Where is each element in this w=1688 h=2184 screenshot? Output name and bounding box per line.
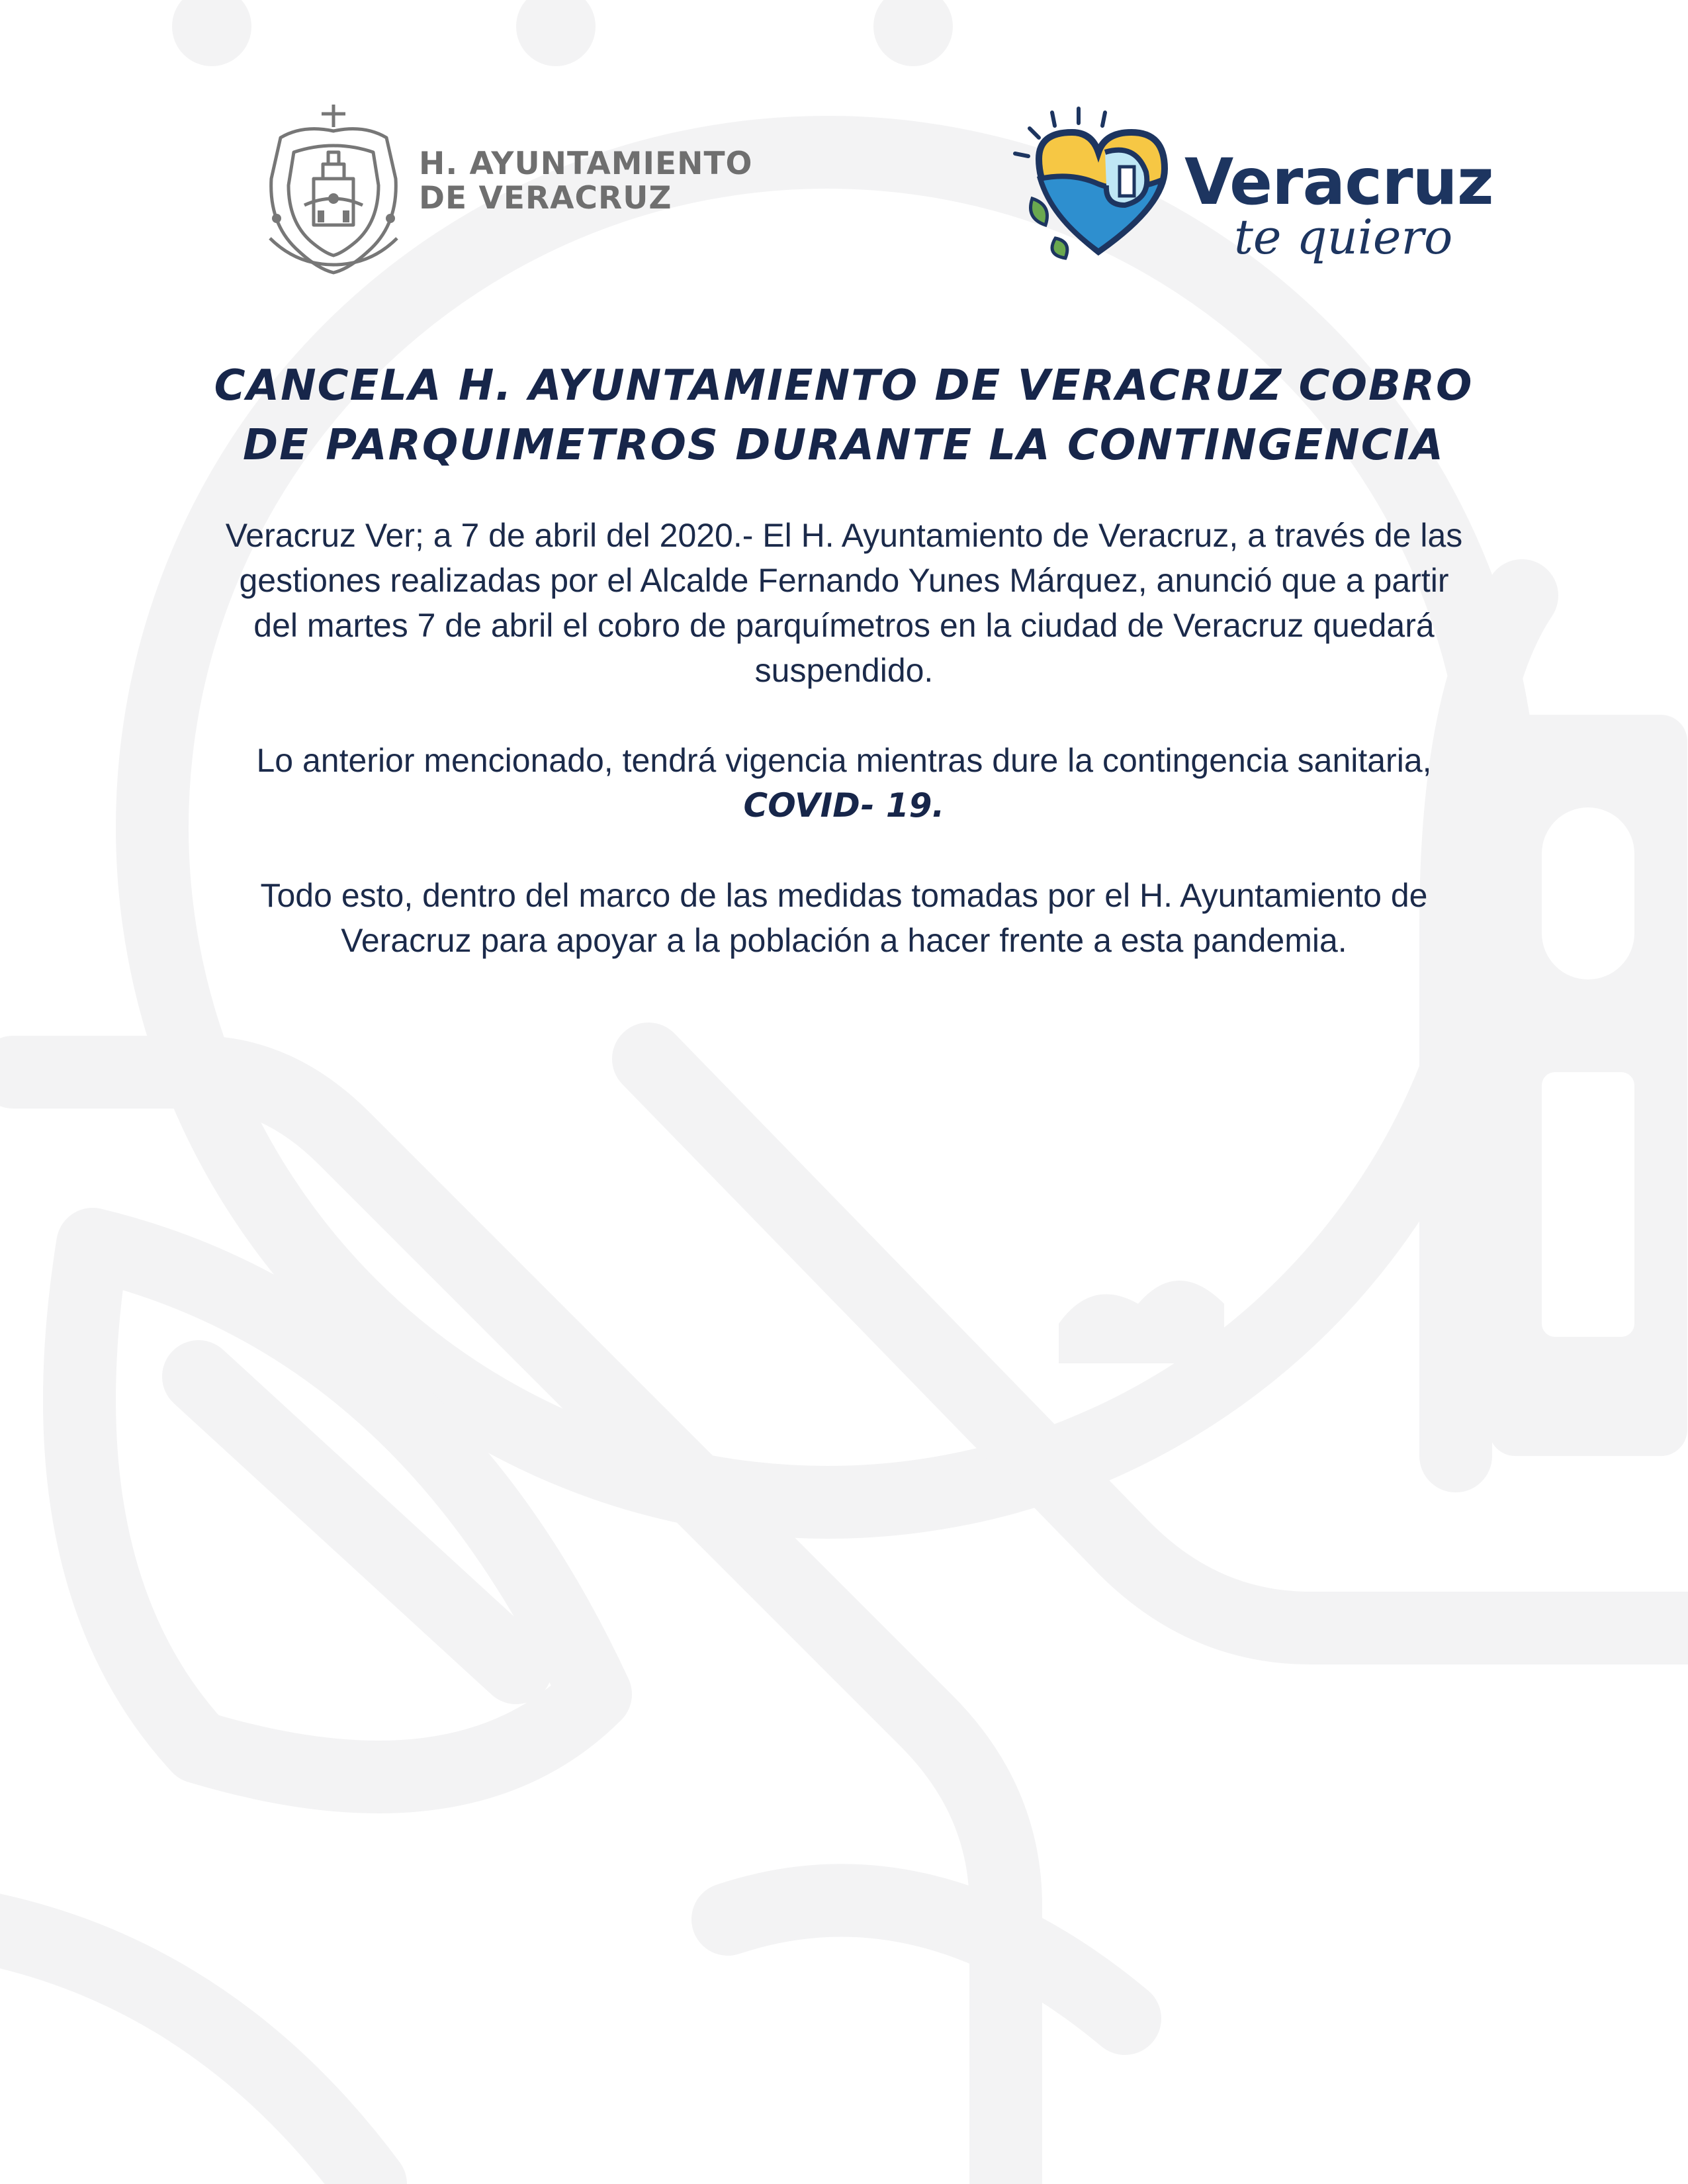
institution-name-line2: DE VERACRUZ bbox=[419, 180, 672, 216]
paragraph-context bbox=[172, 873, 1516, 963]
press-release-headline bbox=[182, 356, 1505, 475]
veracruz-crest-icon bbox=[257, 99, 410, 278]
brand-tagline: te quiero bbox=[1234, 209, 1453, 265]
headline-line-2: DE PARQUIMETROS DURANTE LA CONTINGENCIA bbox=[242, 421, 1445, 470]
institution-name-line1: H. AYUNTAMIENTO bbox=[419, 146, 753, 182]
paragraph-validity bbox=[172, 738, 1516, 828]
covid-emphasis: COVID- 19. bbox=[743, 786, 945, 825]
paragraph-line: Lo anterior mencionado, tendrá vigencia mientras dure la contingencia sanitaria, bbox=[256, 742, 1432, 779]
paragraph-line: Veracruz para apoyar a la población a hacer frente a esta pandemia. bbox=[341, 922, 1347, 959]
paragraph-line: del martes 7 de abril el cobro de parquímetros en la ciudad de Veracruz quedará bbox=[253, 607, 1435, 644]
paragraph-announcement bbox=[172, 513, 1516, 693]
paragraph-line: Todo esto, dentro del marco de las medidas tomadas por el H. Ayuntamiento de bbox=[260, 877, 1428, 914]
brand-name: Veracruz bbox=[1184, 145, 1493, 219]
headline-line-1: CANCELA H. AYUNTAMIENTO DE VERACRUZ COBRO bbox=[214, 361, 1474, 410]
paragraph-line: Veracruz Ver; a 7 de abril del 2020.- El H. Ayuntamiento de Veracruz, a través de las bbox=[225, 517, 1463, 554]
paragraph-line: gestiones realizadas por el Alcalde Fernando Yunes Márquez, anunció que a partir bbox=[239, 562, 1449, 599]
heart-sun-icon bbox=[1006, 106, 1184, 265]
paragraph-line: suspendido. bbox=[754, 652, 934, 689]
institution-name bbox=[419, 147, 763, 216]
ayuntamiento-logo bbox=[257, 99, 753, 278]
veracruz-te-quiero-logo bbox=[1006, 106, 1493, 278]
press-release-body bbox=[172, 513, 1516, 963]
